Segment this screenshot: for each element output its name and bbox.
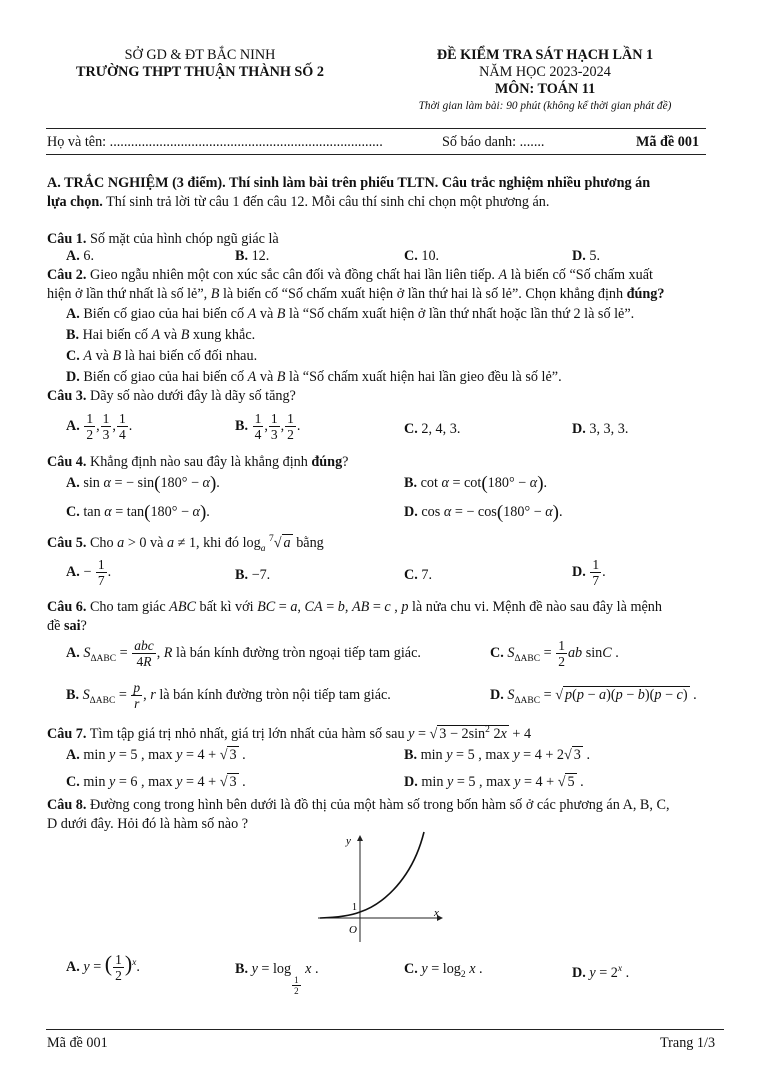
question-5: Câu 5. Cho a > 0 và a ≠ 1, khi đó $\log_a ^7√$ a bằng [47,534,324,554]
q8-option-a: A. y = ( $\frac{1}{2}$ )$^x$. [66,950,140,983]
q5-option-c: C. 7. [404,567,432,583]
q2-option-b: B. Hai biến cố A và B xung khắc. [66,327,256,343]
q7-option-a: A. min y = 5 , max y = 4 + √ 3 . [66,747,246,763]
header-right [380,47,710,115]
q1-option-a: A. 6. [66,248,94,264]
q1-option-c: C. 10. [404,248,440,264]
q6-option-b: B. $S_{\Delta ABC}$ = $\frac{p}{r}$ , r là bán kính đường tròn nội tiếp tam giác. [66,680,391,711]
origin-label: O [349,924,357,936]
q5-option-a: A. − $\frac{1}{7}$ . [66,557,112,588]
q5-option-b: B. −7. [235,567,271,583]
q8-option-b: B. y = log $\frac{1}{2}$ x . [235,961,319,996]
x-axis-label: x [434,907,439,919]
footer-code: Mã đề 001 [47,1035,108,1051]
footer-page: Trang 1/3 [660,1035,716,1051]
q8-option-c: C. $y = \log_2 x$ . [404,961,483,980]
question-1: Câu 1. Số mặt của hình chóp ngũ giác là [47,231,279,247]
footer-rule [46,1029,724,1030]
q4-option-c: C. tan α = tan(180° − α). [66,502,210,523]
q1-option-b: B. 12. [235,248,270,264]
header-rule [46,128,706,129]
exam-code: Mã đề 001 [636,134,700,150]
q6-option-c: C. $S_{\Delta ABC}$ = $\frac{1}{2}$ ab sinC . [490,638,619,669]
school-name: TRƯỜNG THPT THUẬN THÀNH SỐ 2 [76,64,324,80]
q2-option-c: C. A và B là hai biến cố đối nhau. [66,348,258,364]
q5-option-d: D. $\frac{1}{7}$ . [572,557,606,588]
q4-option-a: A. sin α = − sin(180° − α). [66,473,220,494]
q2-option-d: D. Biến cố giao của hai biến cố A và B là “Số chấm xuất hiện hai lần gieo đều là số lẻ”. [66,369,562,385]
q2-option-a: A. Biến cố giao của hai biến cố A và B là “Số chấm xuất hiện ở lần thứ nhất hoặc lần thứ 2 là số lẻ”. [66,306,635,322]
time-note: Thời gian làm bài: 90 phút (không kể thời gian phát đề) [418,100,672,112]
y-axis-label: y [346,835,351,847]
student-rule [46,154,706,155]
q3-option-b: B. $\frac{1}{4}$ , $\frac{1}{3}$ , $\frac{1}{2}$ . [235,411,301,442]
q1-option-d: D. 5. [572,248,600,264]
question-3: Câu 3. Dãy số nào dưới đây là dãy số tăng? [47,388,296,404]
q7-option-d: D. min y = 5 , max y = 4 + √ 5 . [404,774,584,790]
question-4: Câu 4. Khẳng định nào sau đây là khẳng định đúng? [47,454,349,470]
student-name-field: Họ và tên: ............................................................................. [47,134,383,150]
question-6: Câu 6. Cho tam giác ABC bất kì với BC = a, CA = b, AB = c , p là nửa chu vi. Mệnh đề nào sau đây là mệnh đề sai? [47,599,662,634]
q4-option-b: B. cot α = cot(180° − α). [404,473,548,494]
exam-title: ĐỀ KIỂM TRA SÁT HẠCH LẦN 1 [436,47,654,63]
q3-option-a: A. $\frac{1}{2}$ , $\frac{1}{3}$ , $\frac{1}{4}$ . [66,411,133,442]
exponential-graph [318,830,450,945]
question-7: Câu 7. Tìm tập giá trị nhỏ nhất, giá trị lớn nhất của hàm số sau y = √ $3 - 2\sin^2$ 2x + 4 [47,725,532,742]
intercept-label: 1 [352,902,357,913]
q3-option-c: C. 2, 4, 3. [404,421,461,437]
student-id-field: Số báo danh: ....... [442,134,545,150]
q7-option-c: C. min y = 6 , max y = 4 + √ 3 . [66,774,246,790]
school-year: NĂM HỌC 2023-2024 [479,64,611,80]
q3-option-d: D. 3, 3, 3. [572,421,629,437]
dept-name: SỞ GD & ĐT BẮC NINH [124,47,276,63]
subject: MÔN: TOÁN 11 [494,81,596,97]
header-left [60,47,340,81]
q7-option-b: B. min y = 5 , max y = 4 + 2√ 3 . [404,747,590,763]
question-8: Câu 8. Đường cong trong hình bên dưới là đồ thị của một hàm số trong bốn hàm số ở các phương án A, B, C, D dưới đây. Hỏi đó là hàm số nào ? [47,797,670,832]
function-curve [320,832,424,918]
q6-option-a: A. $S_{\Delta ABC}$ = $\frac{\text{abc}}{4R}$ , R là bán kính đường tròn ngoại tiếp tam giác. [66,638,421,669]
section-a-heading: A. TRẮC NGHIỆM (3 điểm). Thí sinh làm bài trên phiếu TLTN. Câu trắc nghiệm nhiều phương án lựa chọn. Thí sinh trả lời từ câu 1 đến câu 12. Mỗi câu thí sinh chỉ chọn một phương án. [47,175,651,210]
q6-option-d: D. $S_{\Delta ABC}$ = √ p(p − a)(p − b)(p − c) . [490,687,697,706]
question-2: Câu 2. Gieo ngẫu nhiên một con xúc sắc cân đối và đồng chất hai lần liên tiếp. A là biến cố “Số chấm xuất hiện ở lần thứ nhất là số lẻ”, B là biến cố “Số chấm xuất hiện ở lần thứ hai là số lẻ”. Chọn khẳng định đúng? [47,267,665,302]
q4-option-d: D. cos α = − cos(180° − α). [404,502,563,523]
q8-option-d: D. $y = 2^x$ . [572,964,630,981]
